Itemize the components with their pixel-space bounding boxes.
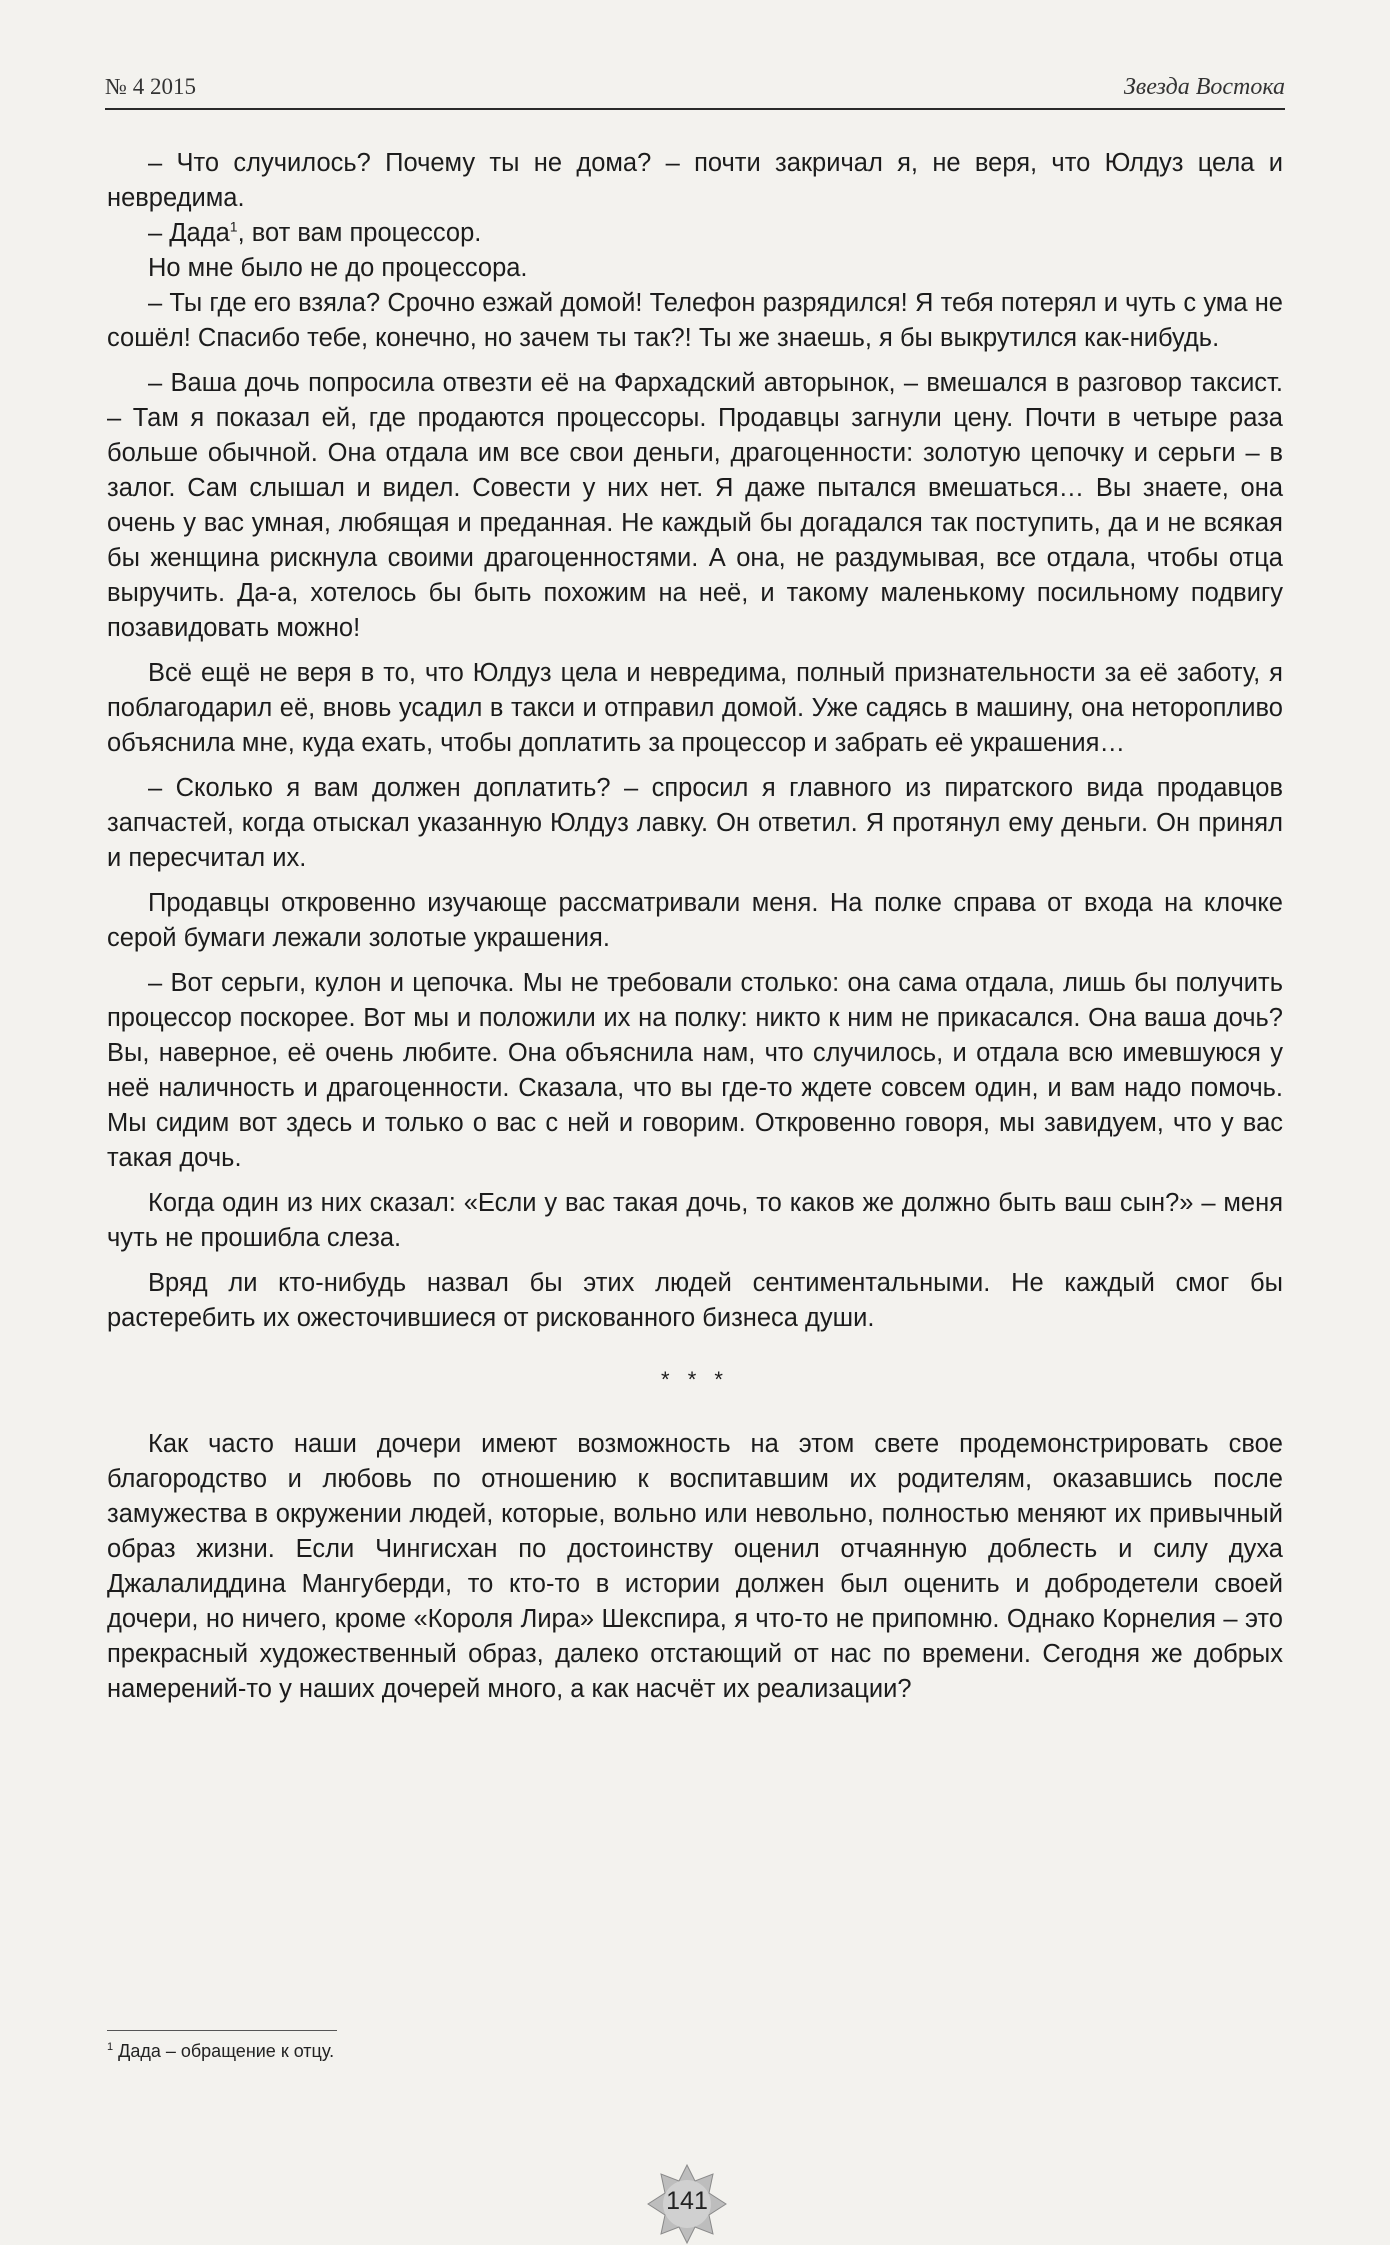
paragraph: – Что случилось? Почему ты не дома? – почти закричал я, не веря, что Юлдуз цела и невредима. (107, 149, 1283, 212)
paragraph (107, 216, 1283, 251)
paragraph: Вряд ли кто-нибудь назвал бы этих людей сентиментальными. Не каждый смог бы растеребить их ожесточившиеся от рискованного бизнеса души. (107, 1269, 1283, 1332)
paragraph: Продавцы откровенно изучающе рассматривали меня. На полке справа от входа на клочке серой бумаги лежали золотые украшения. (107, 889, 1283, 952)
paragraph: – Ваша дочь попросила отвезти её на Фархадский авторынок, – вмешался в разговор таксист. – Там я показал ей, где продаются процессоры. Продавцы загнули цену. Почти в четыре раза больше обычной. Она отдала им все свои деньги, драгоценности: золотую цепочку и серьги – в залог. Сам слышал и видел. Совести у них нет. Я даже пытался вмешаться… Вы знаете, она очень у вас умная, любящая и преданная. Не каждый бы догадался так поступить, да и не всякая бы женщина рискнула своими драгоценностями. А она, не раздумывая, все отдала, чтобы отца выручить. Да-а, хотелось бы быть похожим на неё, и такому маленькому посильному подвигу позавидовать можно! (107, 369, 1283, 642)
paragraph: – Вот серьги, кулон и цепочка. Мы не требовали столько: она сама отдала, лишь бы получить процессор поскорее. Вот мы и положили их на полку: никто к ним не прикасался. Она ваша дочь? Вы, наверное, её очень любите. Она объяснила нам, что случилось, и отдала всю имевшуюся у неё наличность и драгоценности. Сказала, что вы где-то ждете совсем один, и вам надо помочь. Мы сидим вот здесь и только о вас с ней и говорим. Откровенно говоря, мы завидуем, что у вас такая дочь. (107, 969, 1283, 1172)
dada-text: – Дада (148, 219, 230, 247)
footnote (107, 2041, 334, 2062)
page-number: 141 (666, 2187, 708, 2215)
footnote-mark: 1 (107, 2041, 114, 2053)
issue-number: № 4 2015 (105, 74, 196, 99)
page-header (105, 72, 1285, 110)
paragraph: – Сколько я вам должен доплатить? – спросил я главного из пиратского вида продавцов запчастей, когда отыскал указанную Юлдуз лавку. Он ответил. Я протянул ему деньги. Он принял и пересчитал их. (107, 774, 1283, 872)
paragraph: Но мне было не до процессора. (148, 254, 528, 282)
footnote-text: Дада – обращение к отцу. (113, 2041, 335, 2061)
article-body (107, 146, 1283, 1707)
final-paragraph: Как часто наши дочери имеют возможность на этом свете продемонстрировать свое благородство и любовь по отношению к воспитавшим их родителям, оказавшись после замужества в окружении людей, которые, вольно или невольно, полностью меняют их привычный образ жизни. Если Чингисхан по достоинству оценил отчаянную доблесть и силу духа Джалалиддина Мангуберди, то кто-то в истории должен был оценить и добродетели своей дочери, но ничего, кроме «Короля Лира» Шекспира, я что-то не припомню. Однако Корнелия – это прекрасный художественный образ, далеко отстающий от нас по времени. Сегодня же добрых намерений-то у наших дочерей много, а как насчёт их реализации? (107, 1430, 1283, 1703)
section-separator: * * * (661, 1367, 729, 1392)
footnote-divider (107, 2030, 337, 2031)
paragraph: Когда один из них сказал: «Если у вас такая дочь, то каков же должно быть ваш сын?» – меня чуть не прошибла слеза. (107, 1189, 1283, 1252)
dada-text-rest: , вот вам процессор. (237, 219, 482, 247)
journal-title: Звезда Востока (1123, 74, 1285, 100)
page-number-badge (646, 2163, 728, 2245)
paragraph: – Ты где его взяла? Срочно езжай домой! Телефон разрядился! Я тебя потерял и чуть с ума не сошёл! Спасибо тебе, конечно, но зачем ты так?! Ты же знаешь, я бы выкрутился как-нибудь. (107, 289, 1283, 352)
footnote-ref: 1 (229, 218, 238, 235)
paragraph: Всё ещё не веря в то, что Юлдуз цела и невредима, полный признательности за её заботу, я поблагодарил её, вновь усадил в такси и отправил домой. Уже садясь в машину, она неторопливо объяснила мне, куда ехать, чтобы доплатить за процессор и забрать её украшения… (107, 659, 1283, 757)
